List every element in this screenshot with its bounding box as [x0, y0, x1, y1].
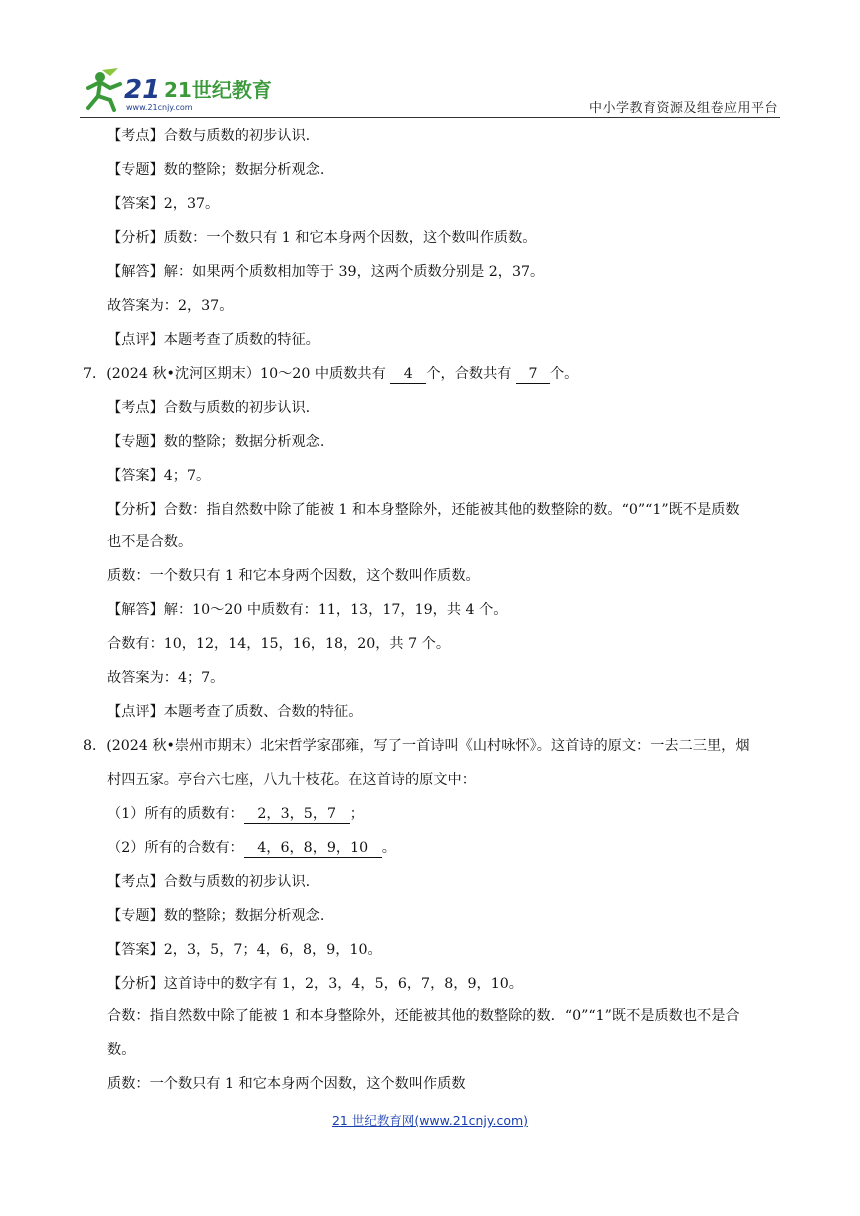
svg-text:www.21cnjy.com: www.21cnjy.com: [126, 103, 193, 112]
footer-link[interactable]: 21 世纪教育网(www.21cnjy.com): [331, 1113, 529, 1128]
q8-composite-def-1: 合数：指自然数中除了能被 1 和本身整除外，还能被其他的数整除的数．“0”“1”既不是质数也不是合: [107, 1008, 740, 1024]
q6-comment: 【点评】本题考查了质数的特征。: [107, 332, 320, 348]
q7-solution-1: 【解答】解：10～20 中质数有：11，13，17，19，共 4 个。: [107, 602, 508, 618]
header-divider: [80, 117, 780, 118]
q7-blank-primes: 4: [390, 366, 426, 384]
q8-answer: 【答案】2，3，5，7；4，6，8，9，10。: [107, 942, 382, 958]
q7-analysis-1: 【分析】合数：指自然数中除了能被 1 和本身整除外，还能被其他的数整除的数。“0”“1”既不是质数: [107, 502, 740, 518]
q8-sub2: [107, 838, 396, 858]
q7-blank-composites: 7: [516, 366, 550, 384]
q7-analysis-3: 质数：一个数只有 1 和它本身两个因数，这个数叫作质数。: [107, 568, 480, 584]
runner-logo-icon: [80, 64, 272, 116]
site-logo[interactable]: [80, 64, 272, 116]
svg-text:21: 21: [124, 75, 161, 105]
q6-analysis: 【分析】质数：一个数只有 1 和它本身两个因数，这个数叫作质数。: [107, 230, 537, 246]
q8-stem-2: 村四五家。亭台六七座，八九十枝花。在这首诗的原文中：: [107, 772, 476, 788]
q7-solution-2: 合数有：10，12，14，15，16，18，20，共 7 个。: [107, 636, 451, 652]
q8-kaodian: 【考点】合数与质数的初步认识.: [107, 874, 311, 890]
q8-prime-def: 质数：一个数只有 1 和它本身两个因数，这个数叫作质数: [107, 1076, 466, 1092]
q7-analysis-2: 也不是合数。: [107, 534, 193, 550]
q7-answer: 【答案】4；7。: [107, 468, 211, 484]
q7-stem: [83, 364, 578, 384]
q8-sub2-blank: 4，6，8，9，10: [244, 840, 382, 858]
q7-stem-text-c: 个。: [549, 366, 579, 382]
q7-comment: 【点评】本题考查了质数、合数的特征。: [107, 704, 363, 720]
q7-zhuanti: 【专题】数的整除；数据分析观念.: [107, 434, 325, 450]
q7-stem-text-a: 7．(2024 秋•沈河区期末）10～20 中质数共有: [83, 366, 391, 382]
q8-sub2-end: 。: [381, 840, 396, 856]
q6-kaodian: 【考点】合数与质数的初步认识.: [107, 128, 311, 144]
q8-zhuanti: 【专题】数的整除；数据分析观念.: [107, 908, 325, 924]
q8-sub2-label: （2）所有的合数有：: [107, 840, 244, 856]
q7-final-answer: 故答案为：4；7。: [107, 670, 225, 686]
q8-composite-def-2: 数。: [107, 1042, 136, 1058]
q8-analysis: 【分析】这首诗中的数字有 1，2，3，4，5，6，7，8，9，10。: [107, 976, 523, 992]
q8-sub1-label: （1）所有的质数有：: [107, 806, 244, 822]
q8-sub1-blank: 2，3，5，7: [244, 806, 350, 824]
q6-final-answer: 故答案为：2，37。: [107, 298, 234, 314]
q6-solution: 【解答】解：如果两个质数相加等于 39，这两个质数分别是 2，37。: [107, 264, 545, 280]
q7-stem-text-b: 个，合数共有: [426, 366, 516, 382]
q6-answer: 【答案】2，37。: [107, 196, 220, 212]
q8-stem-1: 8．(2024 秋•崇州市期末）北宋哲学家邵雍，写了一首诗叫《山村咏怀》。这首诗的原文：一去二三里，烟: [83, 738, 750, 754]
platform-title: 中小学教育资源及组卷应用平台: [588, 101, 778, 116]
q8-sub1-end: ；: [349, 806, 364, 822]
q7-kaodian: 【考点】合数与质数的初步认识.: [107, 400, 311, 416]
q6-zhuanti: 【专题】数的整除；数据分析观念.: [107, 162, 325, 178]
q8-sub1: [107, 804, 364, 824]
svg-text:21世纪教育: 21世纪教育: [164, 78, 272, 102]
page-header: [80, 64, 780, 118]
page-footer: [0, 1111, 860, 1129]
